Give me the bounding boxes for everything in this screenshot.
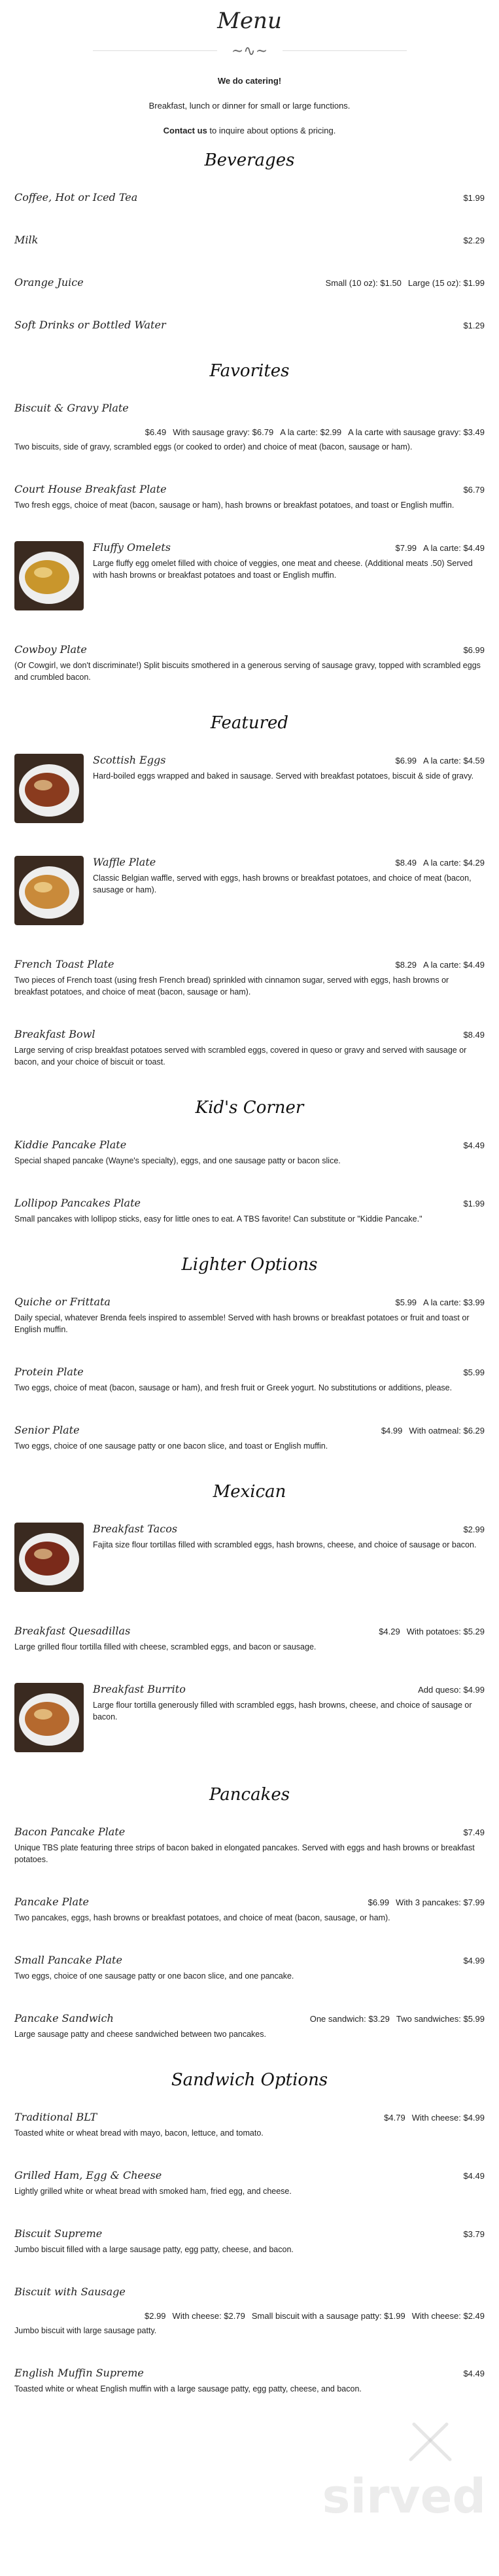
- menu-item-description: Two pieces of French toast (using fresh French bread) sprinkled with cinnamon sugar, served with eggs, hash browns or breakfast potatoes, and choice of meat (bacon, sausage or ham).: [14, 976, 449, 997]
- menu-item-header: [14, 2012, 485, 2024]
- menu-item-description: Hard-boiled eggs wrapped and baked in sausage. Served with breakfast potatoes, biscuit & side of gravy.: [93, 771, 474, 781]
- menu-item-header: [14, 1424, 485, 1436]
- menu-item-prices: [389, 1297, 485, 1307]
- section-title: Beverages: [204, 150, 295, 170]
- price-option: Two sandwiches: $5.99: [396, 2014, 485, 2024]
- menu-item: [14, 2367, 485, 2395]
- menu-item-header: [14, 2367, 485, 2379]
- menu-item-name: English Muffin Supreme: [14, 2367, 144, 2379]
- menu-item-prices: [389, 960, 485, 970]
- burrito-photo: [14, 1683, 84, 1752]
- menu-item: [14, 1954, 485, 1982]
- menu-item-content: [14, 191, 485, 203]
- price-option: $4.99: [381, 1426, 403, 1436]
- price-option: One sandwich: $3.29: [309, 2014, 390, 2024]
- menu-item: [14, 234, 485, 246]
- menu-item: [14, 2111, 485, 2139]
- menu-item-prices: [456, 645, 485, 655]
- section-title: Pancakes: [209, 1785, 290, 1805]
- menu-item-content: [14, 1028, 485, 1068]
- menu-item-name: Coffee, Hot or Iced Tea: [14, 191, 138, 203]
- price-option: $6.49: [145, 427, 167, 437]
- price-option: Small (10 oz): $1.50: [325, 278, 402, 288]
- price-option: A la carte: $4.49: [423, 543, 485, 553]
- price-option: $4.29: [379, 1627, 400, 1636]
- menu-item: [14, 276, 485, 289]
- fork-knife-icon: [401, 2419, 460, 2465]
- menu-item-description: Two fresh eggs, choice of meat (bacon, sausage or ham), hash browns or breakfast potatoes, and toast or English muffin.: [14, 501, 455, 510]
- price-option: $4.49: [463, 1140, 485, 1150]
- menu-item-name: Grilled Ham, Egg & Cheese: [14, 2169, 162, 2181]
- menu-item-description: Jumbo biscuit with large sausage patty.: [14, 2326, 157, 2335]
- menu-item: [14, 2012, 485, 2040]
- menu-item-header: [93, 541, 485, 554]
- menu-item-name: Scottish Eggs: [93, 754, 166, 766]
- menu-item-description: Lightly grilled white or wheat bread with smoked ham, fried egg, and cheese.: [14, 2187, 292, 2196]
- menu-item-prices: [303, 2014, 485, 2024]
- menu-item-header: [14, 276, 485, 289]
- price-option: With cheese: $2.79: [172, 2311, 245, 2321]
- menu-item-header: [14, 1197, 485, 1209]
- flourish-icon: ~∿~: [231, 43, 268, 60]
- menu-item-header: [14, 643, 485, 656]
- menu-item-content: [14, 1826, 485, 1865]
- menu-item-header: [93, 1523, 485, 1535]
- menu-item-content: [14, 958, 485, 998]
- menu-item-description: Large sausage patty and cheese sandwiched between two pancakes.: [14, 2030, 266, 2039]
- menu-item-prices: [319, 278, 485, 288]
- menu-item-description: Large grilled flour tortilla filled with cheese, scrambled eggs, and bacon or sausage.: [14, 1642, 317, 1651]
- price-option: $5.99: [395, 1297, 417, 1307]
- menu-item: [14, 1296, 485, 1335]
- menu-item-prices: [25, 2311, 485, 2321]
- price-option: With cheese: $4.99: [411, 2113, 485, 2123]
- price-option: $7.99: [395, 543, 417, 553]
- scotch-photo: [14, 754, 84, 823]
- menu-item-description: Two eggs, choice of one sausage patty or one bacon slice, and toast or English muffin.: [14, 1441, 328, 1451]
- section-title: Featured: [210, 713, 289, 733]
- price-option: $7.49: [463, 1827, 485, 1837]
- menu-item-header: [14, 1296, 485, 1308]
- menu-item-name: Kiddie Pancake Plate: [14, 1138, 127, 1151]
- menu-item-description: Special shaped pancake (Wayne's specialty), eggs, and one sausage patty or bacon slice.: [14, 1156, 341, 1165]
- menu-item-name: Breakfast Burrito: [93, 1683, 186, 1695]
- price-option: $6.99: [463, 645, 485, 655]
- menu-item-name: Biscuit & Gravy Plate: [14, 402, 129, 414]
- menu-item-name: Biscuit with Sausage: [14, 2285, 126, 2298]
- menu-item-header: [14, 1826, 485, 1838]
- section-title: Lighter Options: [181, 1255, 318, 1275]
- menu-item: [14, 958, 485, 998]
- menu-item: [14, 1424, 485, 1452]
- menu-item-prices: [456, 2229, 485, 2239]
- price-option: $6.79: [463, 485, 485, 495]
- menu-item-name: Breakfast Quesadillas: [14, 1625, 131, 1637]
- price-option: $4.49: [463, 2369, 485, 2378]
- price-option: $1.99: [463, 193, 485, 203]
- menu-item-content: [14, 1954, 485, 1982]
- price-option: A la carte: $2.99: [280, 427, 342, 437]
- menu-item-name: Senior Plate: [14, 1424, 80, 1436]
- menu-item-header: [14, 1138, 485, 1151]
- omelet-photo: [14, 541, 84, 610]
- menu-item-name: Soft Drinks or Bottled Water: [14, 319, 166, 331]
- menu-item-name: Breakfast Tacos: [93, 1523, 178, 1535]
- menu-item: [14, 1028, 485, 1068]
- menu-item-content: [14, 483, 485, 511]
- menu-item: [14, 754, 485, 826]
- section-title: Favorites: [209, 361, 290, 381]
- menu-item-description: Toasted white or wheat bread with mayo, bacon, lettuce, and tomato.: [14, 2128, 264, 2138]
- menu-item-name: Traditional BLT: [14, 2111, 97, 2123]
- menu-item-name: Orange Juice: [14, 276, 84, 289]
- menu-item: [14, 1366, 485, 1394]
- menu-item-content: [93, 1683, 485, 1723]
- menu-item-content: [14, 319, 485, 331]
- menu-item-prices: [456, 2369, 485, 2378]
- menu-item-content: [14, 1896, 485, 1924]
- price-option: Large (15 oz): $1.99: [407, 278, 485, 288]
- price-option: $2.99: [463, 1525, 485, 1534]
- menu-item-header: [14, 958, 485, 970]
- menu-item: [14, 483, 485, 511]
- menu-item: [14, 856, 485, 928]
- menu-item-prices: [456, 1525, 485, 1534]
- menu-item-header: [14, 2227, 485, 2240]
- page-title: Menu: [217, 8, 282, 34]
- menu-item-content: [14, 2227, 485, 2255]
- menu-item-content: [14, 234, 485, 246]
- price-option: $4.49: [463, 2171, 485, 2181]
- price-option: A la carte: $4.59: [423, 756, 485, 766]
- menu-item-header: [14, 191, 485, 203]
- menu-item-description: Small pancakes with lollipop sticks, easy for little ones to eat. A TBS favorite! Can substitute or "Kiddie Pancake.": [14, 1214, 422, 1224]
- menu-item-description: Toasted white or wheat English muffin with a large sausage patty, egg patty, cheese, and bacon.: [14, 2384, 362, 2393]
- menu-item-header: [14, 1954, 485, 1966]
- price-option: With oatmeal: $6.29: [409, 1426, 485, 1436]
- price-option: $6.99: [368, 1897, 390, 1907]
- menu-item-header: [93, 1683, 485, 1695]
- menu-item-description: Two eggs, choice of meat (bacon, sausage or ham), and fresh fruit or Greek yogurt. No substitutions or additions, please.: [14, 1383, 453, 1392]
- menu-item: [14, 541, 485, 613]
- price-option: $2.29: [463, 236, 485, 245]
- price-option: With potatoes: $5.29: [406, 1627, 485, 1636]
- menu-item-content: [93, 754, 485, 782]
- menu-item: [14, 1138, 485, 1167]
- menu-item-description: Two biscuits, side of gravy, scrambled eggs (or cooked to order) and choice of meat (bacon, sausage or ham).: [14, 442, 413, 451]
- menu-item-header: [93, 856, 485, 868]
- price-option: $8.49: [463, 1030, 485, 1040]
- price-option: $3.79: [463, 2229, 485, 2239]
- menu-item: [14, 2169, 485, 2197]
- menu-item-description: Large flour tortilla generously filled with scrambled eggs, hash browns, cheese, and choice of sausage or bacon.: [93, 1701, 472, 1721]
- menu-item-content: [93, 1523, 485, 1551]
- price-option: A la carte: $3.99: [423, 1297, 485, 1307]
- price-option: $1.29: [463, 321, 485, 330]
- menu-item-content: [14, 2111, 485, 2139]
- menu-item-content: [14, 1424, 485, 1452]
- menu-item-name: Milk: [14, 234, 39, 246]
- menu-item-description: Classic Belgian waffle, served with eggs, hash browns or breakfast potatoes, and choice of meat (bacon, sausage or ham).: [93, 873, 472, 894]
- menu-item-description: Large fluffy egg omelet filled with choice of veggies, one meat and cheese. (Additional meats .50) Served with hash browns or breakfast potatoes and toast or English muffin.: [93, 559, 473, 580]
- menu-item: [14, 2285, 485, 2337]
- price-option: A la carte: $4.49: [423, 960, 485, 970]
- menu-item-header: [14, 483, 485, 495]
- menu-item-prices: [456, 321, 485, 330]
- menu-item-content: [14, 2367, 485, 2395]
- menu-item: [14, 402, 485, 453]
- menu-item: [14, 191, 485, 203]
- menu-item-prices: [456, 1199, 485, 1209]
- menu-item: [14, 2227, 485, 2255]
- waffle-photo: [14, 856, 84, 925]
- menu-item-header: [14, 402, 485, 414]
- menu-item-content: [14, 643, 485, 683]
- menu-item-name: Court House Breakfast Plate: [14, 483, 167, 495]
- price-option: With cheese: $2.49: [411, 2311, 485, 2321]
- menu-item-content: [14, 1625, 485, 1653]
- menu-item: [14, 1197, 485, 1225]
- menu-item-description: Large serving of crisp breakfast potatoes served with scrambled eggs, covered in queso or gravy and served with sausage or bacon, and your choice of biscuit or toast.: [14, 1046, 467, 1067]
- divider-line-right: [283, 50, 407, 51]
- menu-item-prices: [389, 543, 485, 553]
- menu-item-content: [14, 2285, 485, 2337]
- menu-item-description: Two eggs, choice of one sausage patty or one bacon slice, and one pancake.: [14, 1971, 294, 1981]
- price-option: With sausage gravy: $6.79: [173, 427, 274, 437]
- menu-item-header: [14, 1625, 485, 1637]
- contact-line: [0, 124, 499, 137]
- price-option: Add queso: $4.99: [418, 1685, 485, 1695]
- price-option: $8.49: [395, 858, 417, 868]
- menu-item-header: [14, 234, 485, 246]
- menu-item-header: [93, 754, 485, 766]
- menu-item-prices: [456, 2171, 485, 2181]
- menu-item-name: Lollipop Pancakes Plate: [14, 1197, 141, 1209]
- price-option: $4.99: [463, 1956, 485, 1966]
- price-option: A la carte: $4.29: [423, 858, 485, 868]
- menu-item-name: Breakfast Bowl: [14, 1028, 95, 1040]
- section-title: Kid's Corner: [195, 1098, 304, 1118]
- menu-item: [14, 1625, 485, 1653]
- section-title: Mexican: [213, 1482, 286, 1502]
- menu-item-prices: [377, 2113, 485, 2123]
- menu-item-name: Small Pancake Plate: [14, 1954, 122, 1966]
- menu-item-name: Pancake Sandwich: [14, 2012, 114, 2024]
- menu-item-header: [14, 1028, 485, 1040]
- menu-item-header: [14, 2169, 485, 2181]
- menu-item-prices: [375, 1426, 485, 1436]
- menu-item-header: [14, 2285, 485, 2298]
- section-title: Sandwich Options: [171, 2070, 328, 2090]
- menu-item-prices: [456, 1827, 485, 1837]
- menu-item: [14, 1826, 485, 1865]
- menu-item-content: [14, 1138, 485, 1167]
- price-option: $2.99: [145, 2311, 166, 2321]
- price-option: $8.29: [395, 960, 417, 970]
- menu-item-name: Protein Plate: [14, 1366, 84, 1378]
- menu-item-header: [14, 1896, 485, 1908]
- menu-item-name: Bacon Pancake Plate: [14, 1826, 126, 1838]
- menu-item-prices: [25, 427, 485, 437]
- catering-description: Breakfast, lunch or dinner for small or large functions.: [148, 101, 351, 111]
- menu-item-description: Two pancakes, eggs, hash browns or breakfast potatoes, and choice of meat (bacon, sausage, or ham).: [14, 1913, 390, 1922]
- menu-item-name: Cowboy Plate: [14, 643, 87, 656]
- price-option: A la carte with sausage gravy: $3.49: [348, 427, 485, 437]
- menu-item-name: Biscuit Supreme: [14, 2227, 103, 2240]
- price-option: Small biscuit with a sausage patty: $1.99: [251, 2311, 405, 2321]
- title-divider: [93, 43, 407, 58]
- menu-item-header: [14, 1366, 485, 1378]
- menu-item-content: [93, 856, 485, 896]
- menu-item-description: Unique TBS plate featuring three strips of bacon baked in elongated pancakes. Served with eggs and hash browns or breakfast potatoes.: [14, 1843, 475, 1864]
- menu-item-header: [14, 319, 485, 331]
- intro-block: [0, 75, 499, 137]
- menu-item-content: [14, 1366, 485, 1394]
- menu-item-description: (Or Cowgirl, we don't discriminate!) Split biscuits smothered in a generous serving of sausage gravy, topped with scrambled eggs and crumbled bacon.: [14, 661, 481, 682]
- menu-item: [14, 1896, 485, 1924]
- menu-item-name: Fluffy Omelets: [93, 541, 171, 554]
- contact-link[interactable]: Contact us: [163, 126, 207, 135]
- menu-item-prices: [456, 1030, 485, 1040]
- menu-item-content: [14, 1296, 485, 1335]
- contact-rest: to inquire about options & pricing.: [207, 126, 336, 135]
- menu-item-prices: [389, 858, 485, 868]
- watermark-text: sirved: [322, 2469, 486, 2524]
- menu-item-prices: [411, 1685, 485, 1695]
- menu-item-description: Jumbo biscuit filled with a large sausage patty, egg patty, cheese, and bacon.: [14, 2245, 294, 2254]
- price-option: $4.79: [384, 2113, 405, 2123]
- menu-item-prices: [456, 236, 485, 245]
- price-option: With 3 pancakes: $7.99: [396, 1897, 485, 1907]
- price-option: $5.99: [463, 1367, 485, 1377]
- menu-item-prices: [456, 1956, 485, 1966]
- menu-item-content: [14, 276, 485, 289]
- menu-item-prices: [372, 1627, 485, 1636]
- price-option: $1.99: [463, 1199, 485, 1209]
- menu-item-prices: [362, 1897, 485, 1907]
- menu-item-name: Pancake Plate: [14, 1896, 89, 1908]
- price-option: $6.99: [395, 756, 417, 766]
- menu-item: [14, 1523, 485, 1595]
- tacos-photo: [14, 1523, 84, 1592]
- menu-item-header: [14, 2111, 485, 2123]
- catering-heading: We do catering!: [217, 76, 282, 86]
- divider-line-left: [93, 50, 217, 51]
- menu-item-description: Daily special, whatever Brenda feels inspired to assemble! Served with hash browns or breakfast potatoes or fruit and toast or English muffin.: [14, 1313, 470, 1334]
- menu-item: [14, 1683, 485, 1755]
- menu-item-content: [14, 2012, 485, 2040]
- menu-item-prices: [389, 756, 485, 766]
- menu-item-content: [14, 1197, 485, 1225]
- menu-item-content: [93, 541, 485, 581]
- menu-item-name: Quiche or Frittata: [14, 1296, 111, 1308]
- menu-item-content: [14, 402, 485, 453]
- menu-item-prices: [456, 193, 485, 203]
- menu-sections: [0, 150, 499, 2395]
- menu-item-content: [14, 2169, 485, 2197]
- menu-item-prices: [456, 1367, 485, 1377]
- menu-item-prices: [456, 1140, 485, 1150]
- menu-item-name: French Toast Plate: [14, 958, 114, 970]
- menu-item-description: Fajita size flour tortillas filled with scrambled eggs, hash browns, cheese, and choice of sausage or bacon.: [93, 1540, 477, 1549]
- menu-item-prices: [456, 485, 485, 495]
- menu-item: [14, 319, 485, 331]
- menu-item: [14, 643, 485, 683]
- menu-item-name: Waffle Plate: [93, 856, 156, 868]
